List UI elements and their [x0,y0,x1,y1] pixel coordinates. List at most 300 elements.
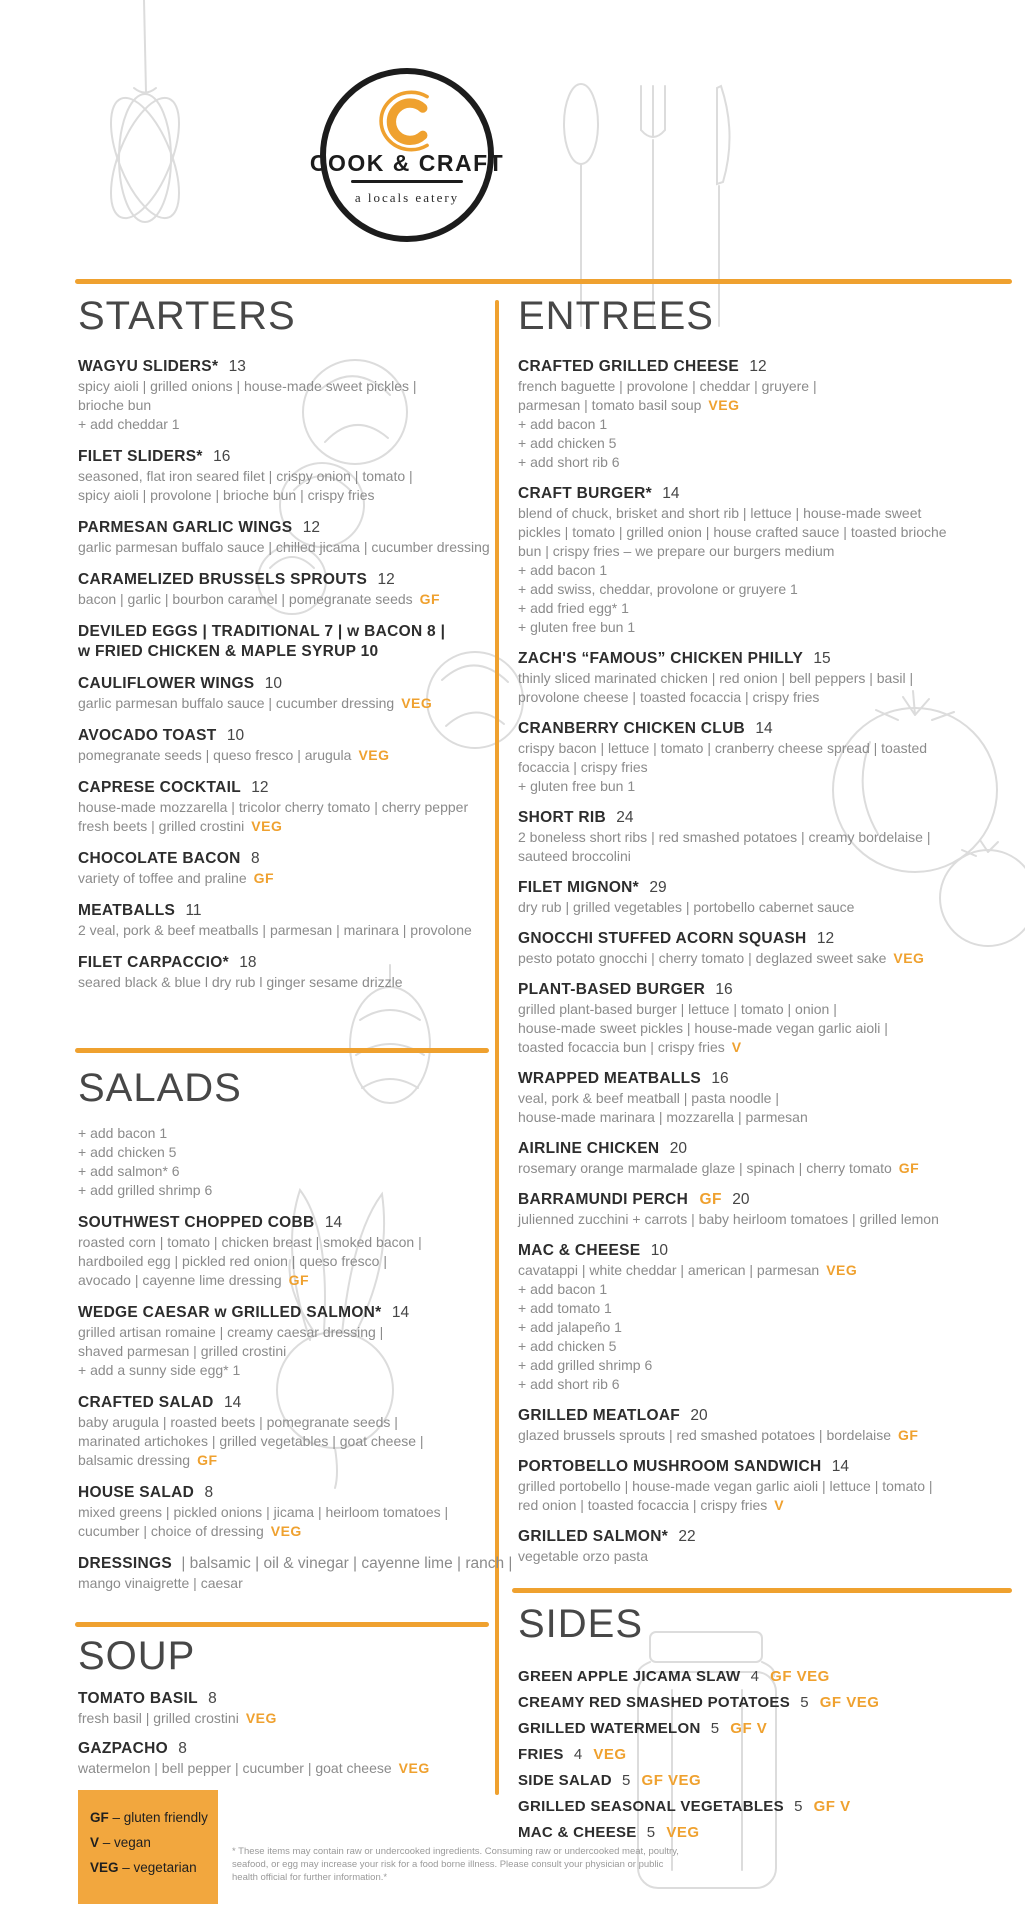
whisk-sketch-icon [100,0,190,235]
top-divider [75,279,1012,284]
item-diet-tag: VEG [666,1824,700,1841]
item-desc-line: house-made marinara | mozzarella | parmesan [518,1109,808,1125]
menu-item [518,1240,1012,1394]
item-description [518,828,1012,866]
menu-item [518,1138,1012,1178]
item-description [518,1000,1012,1057]
menu-item [518,928,1012,968]
item-name-line [518,1068,1012,1089]
item-diet-tag: GF [699,1191,722,1208]
menu-item [78,356,490,434]
menu-item [518,1716,1012,1742]
item-desc-line: julienned zucchini + carrots | baby heirloom tomatoes | grilled lemon [518,1211,939,1227]
section-addon-line: + add salmon* 6 [78,1163,180,1179]
item-desc-line: fresh basil | grilled crostini VEG [78,1710,277,1726]
item-price: 14 [391,1304,410,1321]
menu-item [518,1456,1012,1515]
item-desc-line: parmesan | tomato basil soup VEG [518,397,740,413]
salads-divider [75,1048,489,1053]
menu-item [518,483,1012,637]
item-name-line [78,1553,513,1574]
item-addon-line: + add bacon 1 [518,562,608,578]
item-desc-line: hardboiled egg | pickled red onion | queso fresco | [78,1253,387,1269]
item-name-line [78,1212,490,1233]
item-price: 8 [250,850,260,867]
section-soup [78,1632,490,1788]
item-price: 8 [178,1740,187,1757]
item-diet-tag: GF V [813,1798,851,1815]
item-description [518,504,1012,561]
item-diet-tag: GF [898,1427,919,1443]
item-desc-line: thinly sliced marinated chicken | red onion | bell peppers | basil | [518,670,914,686]
item-addons [78,1361,490,1380]
item-price: 5 [710,1720,720,1737]
legend-entry [90,1855,206,1880]
item-diet-tag: GF VEG [770,1668,830,1685]
item-name-line [518,1768,1012,1794]
item-name-line [78,621,490,642]
item-price: 20 [669,1140,687,1157]
menu-item [518,1068,1012,1127]
item-diet-tag: V [774,1497,785,1513]
item-price: 5 [646,1824,656,1841]
item-diet-tag: GF [253,870,275,886]
legend-items [90,1805,206,1880]
item-diet-tag: V [731,1039,742,1055]
menu-item [518,718,1012,796]
item-addon-line: + add jalapeño 1 [518,1319,622,1335]
item-desc-line: garlic parmesan buffalo sauce | cucumber dressing VEG [78,695,433,711]
menu-item [78,1302,490,1380]
item-price: 14 [831,1458,850,1475]
item-diet-tag: VEG [708,397,740,413]
entrees-title: ENTREES [518,294,714,338]
entrees-items [518,356,1012,1566]
item-desc-line: 2 veal, pork & beef meatballs | parmesan | marinara | provolone [78,922,472,938]
item-price: 14 [223,1394,242,1411]
item-price: 16 [213,448,231,465]
section-starters [78,292,490,1004]
menu-item [78,1688,490,1728]
item-name-line [518,1664,1012,1690]
item-desc-line: pomegranate seeds | queso fresco | arugula VEG [78,747,390,763]
item-price: 12 [377,571,395,588]
item-price: 10 [264,675,283,692]
item-name: CAPRESE COCKTAIL [78,779,241,796]
item-name-line [78,1302,490,1323]
item-name-line [78,725,490,746]
item-addon-line: + add bacon 1 [518,416,608,432]
item-name: GNOCCHI STUFFED ACORN SQUASH [518,930,807,947]
item-diet-tag: VEG [593,1746,627,1763]
item-name: CRAFTED SALAD [78,1394,214,1411]
menu-item [518,1742,1012,1768]
item-addon-line: + add bacon 1 [518,1281,608,1297]
item-name-line [518,1405,1012,1426]
item-desc-line: house-made mozzarella | tricolor cherry tomato | cherry pepper [78,799,469,815]
item-price: 12 [816,930,835,947]
item-price: 4 [573,1746,583,1763]
salads-title: SALADS [78,1066,242,1110]
item-desc-line: pesto potato gnocchi | cherry tomato | deglazed sweet sake VEG [518,950,925,966]
item-description [78,798,490,836]
item-desc-line: grilled plant-based burger | lettuce | tomato | onion | [518,1001,837,1017]
item-diet-tag: VEG [826,1262,858,1278]
item-description [78,467,490,505]
logo-underline [351,180,463,183]
item-desc-line: glazed brussels sprouts | red smashed potatoes | bordelaise GF [518,1427,919,1443]
legend-abbr: GF [90,1810,109,1825]
menu-item [518,1189,1012,1229]
item-description [518,739,1012,777]
item-name: GAZPACHO [78,1740,168,1757]
item-name: GRILLED SEASONAL VEGETABLES [518,1798,784,1815]
menu-item [78,952,490,992]
item-name-line [78,1738,490,1759]
item-name: TOMATO BASIL [78,1690,198,1707]
item-name-line [518,483,1012,504]
item-price: 24 [616,809,634,826]
item-price: 12 [251,779,269,796]
item-name: WRAPPED MEATBALLS [518,1070,702,1087]
item-description [78,538,490,557]
item-diet-tag: GF [288,1272,310,1288]
logo [309,68,505,242]
item-price: 14 [755,720,773,737]
item-desc-line: seasoned, flat iron seared filet | crispy onion | tomato | [78,468,413,484]
item-name-line [518,1456,1012,1477]
item-desc-line: watermelon | bell pepper | cucumber | goat cheese VEG [78,1760,430,1776]
item-addons [518,415,1012,472]
item-addon-line: + add chicken 5 [518,1338,617,1354]
item-price: 5 [794,1798,803,1815]
item-name-line [518,1742,1012,1768]
item-addon-line: + add short rib 6 [518,454,620,470]
item-price: 4 [750,1668,759,1685]
item-description [78,1709,490,1728]
item-name: CRAFTED GRILLED CHEESE [518,358,740,375]
item-name: SHORT RIB [518,809,606,826]
item-desc-line: bun | crispy fries – we prepare our burgers medium [518,543,835,559]
item-desc-line: rosemary orange marmalade glaze | spinach | cherry tomato GF [518,1160,920,1176]
menu-item [78,1212,490,1290]
legend-abbr: VEG [90,1860,119,1875]
item-name-line [518,1690,1012,1716]
menu-item [78,848,490,888]
item-name: CHOCOLATE BACON [78,850,241,867]
item-desc-line: pickles | tomato | grilled onion | house crafted sauce | toasted brioche [518,524,947,540]
item-name: CAULIFLOWER WINGS [78,675,255,692]
logo-c-icon [371,88,443,154]
salads-addons [78,1124,490,1200]
item-desc-line: vegetable orzo pasta [518,1548,648,1564]
item-description [518,1477,1012,1515]
item-addon-line: + add fried egg* 1 [518,600,629,616]
item-desc-line: marinated artichokes | grilled vegetables | goat cheese | [78,1433,424,1449]
item-name-line [78,673,490,694]
soup-items [78,1688,490,1778]
item-name: AIRLINE CHICKEN [518,1140,660,1157]
item-desc-line: sauteed broccolini [518,848,631,864]
item-desc-line: spicy aioli | grilled onions | house-made sweet pickles | [78,378,417,394]
item-description [518,669,1012,707]
item-addon-line: + add cheddar 1 [78,416,180,432]
item-name: CREAMY RED SMASHED POTATOES [518,1694,791,1711]
item-desc-line: balsamic dressing GF [78,1452,218,1468]
item-name-line [518,1240,1012,1261]
item-name-line [518,807,1012,828]
legend-box [78,1790,218,1904]
item-name: GRILLED MEATLOAF [518,1407,681,1424]
item-price: 20 [690,1407,708,1424]
item-name: WAGYU SLIDERS* [78,358,219,375]
section-addon-line: + add bacon 1 [78,1125,168,1141]
item-desc-line: blend of chuck, brisket and short rib | lettuce | house-made sweet [518,505,922,521]
item-desc-line: baby arugula | roasted beets | pomegranate seeds | [78,1414,398,1430]
item-description [78,1759,490,1778]
item-description [78,694,490,713]
menu-item [518,1690,1012,1716]
item-desc-line: roasted corn | tomato | chicken breast | smoked bacon | [78,1234,422,1250]
soup-title: SOUP [78,1634,196,1678]
menu-item [518,877,1012,917]
item-diet-tag: VEG [401,695,433,711]
item-desc-line: grilled portobello | house-made vegan garlic aioli | lettuce | tomato | [518,1478,933,1494]
item-price: 15 [813,650,831,667]
item-name: DRESSINGS [78,1555,172,1572]
item-price: 10 [226,727,245,744]
item-name-line [518,1138,1012,1159]
item-name: WEDGE CAESAR w GRILLED SALMON* [78,1304,382,1321]
item-diet-tag: VEG [398,1760,430,1776]
legend-entry [90,1805,206,1830]
item-desc-line: house-made sweet pickles | house-made vegan garlic aioli | [518,1020,888,1036]
item-addons [518,561,1012,637]
item-name-line [518,648,1012,669]
item-diet-tag: GF [898,1160,920,1176]
item-desc-line: variety of toffee and praline GF [78,870,275,886]
salads-items [78,1212,513,1593]
section-sides [518,1600,1012,1846]
item-price: 22 [678,1528,696,1545]
item-addons [518,1280,1012,1394]
item-addons [518,777,1012,796]
item-name: MEATBALLS [78,902,176,919]
menu-item [78,621,490,661]
item-price: 29 [649,879,667,896]
legend-label: – vegetarian [122,1860,197,1875]
item-desc-line: fresh beets | grilled crostini VEG [78,818,283,834]
item-name: GRILLED SALMON* [518,1528,669,1545]
item-diet-tag: VEG [358,747,390,763]
section-addon-line: + add grilled shrimp 6 [78,1182,213,1198]
item-desc-line: cavatappi | white cheddar | american | parmesan VEG [518,1262,858,1278]
menu-item [518,807,1012,866]
item-desc-line: cucumber | choice of dressing VEG [78,1523,302,1539]
item-price: 8 [208,1690,217,1707]
menu-item [78,1392,490,1470]
item-name-line [78,446,490,467]
item-name: MAC & CHEESE [518,1824,637,1841]
item-desc-line: veal, pork & beef meatball | pasta noodle | [518,1090,779,1106]
item-price: 5 [622,1772,631,1789]
sides-title: SIDES [518,1602,644,1646]
menu-item [518,1526,1012,1566]
sides-divider [512,1588,1012,1593]
item-description [518,898,1012,917]
item-name-line [518,356,1012,377]
item-desc-line: shaved parmesan | grilled crostini [78,1343,287,1359]
item-inline-desc: | balsamic | oil & vinegar | cayenne lime | ranch | [181,1555,513,1572]
item-price: 18 [239,954,257,971]
item-diet-tag: GF V [730,1720,768,1737]
item-desc-line: focaccia | crispy fries [518,759,648,775]
menu-item [518,648,1012,707]
item-price: 5 [800,1694,809,1711]
item-name: SOUTHWEST CHOPPED COBB [78,1214,315,1231]
item-name: SIDE SALAD [518,1772,612,1789]
item-name-line [518,1820,1012,1846]
item-description [78,921,490,940]
item-description [78,590,490,609]
item-price: 12 [749,358,767,375]
item-name-second-line: w FRIED CHICKEN & MAPLE SYRUP 10 [78,643,379,660]
item-diet-tag: VEG [251,818,283,834]
item-diet-tag: GF [419,591,441,607]
item-name-line [78,356,490,377]
item-addon-line: + gluten free bun 1 [518,619,636,635]
item-diet-tag: VEG [893,950,925,966]
item-name-line [518,979,1012,1000]
menu-item [518,1405,1012,1445]
item-name: HOUSE SALAD [78,1484,195,1501]
item-name: FRIES [518,1746,564,1763]
sides-items [518,1664,1012,1846]
item-desc-line: crispy bacon | lettuce | tomato | cranberry cheese spread | toasted [518,740,928,756]
item-diet-tag: VEG [270,1523,302,1539]
item-price: 16 [715,981,733,998]
item-name-line [78,517,490,538]
item-name-line [78,777,490,798]
item-name: GRILLED WATERMELON [518,1720,701,1737]
item-desc-line: bacon | garlic | bourbon caramel | pomegranate seeds GF [78,591,441,607]
item-diet-tag: GF VEG [819,1694,880,1711]
item-name-line [78,952,490,973]
item-desc-line: spicy aioli | provolone | brioche bun | crispy fries [78,487,375,503]
item-diet-tag: GF VEG [641,1772,702,1789]
item-name: PORTOBELLO MUSHROOM SANDWICH [518,1458,822,1475]
item-description [518,1426,1012,1445]
item-desc-line: garlic parmesan buffalo sauce | chilled jicama | cucumber dressing [78,539,490,555]
item-name-line [78,1688,490,1709]
item-name: FILET CARPACCIO* [78,954,229,971]
item-description [518,1261,1012,1280]
item-description [78,746,490,765]
item-desc-line: brioche bun [78,397,152,413]
item-addon-line: + add tomato 1 [518,1300,612,1316]
item-desc-line: 2 boneless short ribs | red smashed potatoes | creamy bordelaise | [518,829,931,845]
menu-item [78,1738,490,1778]
item-description [518,1159,1012,1178]
item-name: BARRAMUNDI PERCH [518,1191,689,1208]
item-description [78,1323,490,1361]
item-name-line [518,1716,1012,1742]
item-price: 16 [711,1070,729,1087]
menu-item [518,356,1012,472]
item-description [78,377,490,415]
item-name-line [78,900,490,921]
item-name-line [78,1392,490,1413]
menu-item [78,900,490,940]
item-name: PARMESAN GARLIC WINGS [78,519,293,536]
item-name: ZACH'S “FAMOUS” CHICKEN PHILLY [518,650,804,667]
menu-item [78,1482,490,1541]
item-desc-line: grilled artisan romaine | creamy caesar dressing | [78,1324,384,1340]
item-diet-tag: GF [197,1452,218,1468]
item-description [518,949,1012,968]
item-name: GREEN APPLE JICAMA SLAW [518,1668,741,1685]
menu-item [518,1820,1012,1846]
menu-item [518,979,1012,1057]
legend-entry [90,1830,206,1855]
item-name: MAC & CHEESE [518,1242,641,1259]
menu-item [518,1664,1012,1690]
item-desc-line: avocado | cayenne lime dressing GF [78,1272,310,1288]
menu-item [518,1768,1012,1794]
item-description [518,377,1012,415]
item-description [518,1089,1012,1127]
item-desc-line: french baguette | provolone | cheddar | gruyere | [518,378,817,394]
section-entrees [518,292,1012,1577]
item-addon-line: + add a sunny side egg* 1 [78,1362,241,1378]
menu-item [78,569,490,609]
item-name: AVOCADO TOAST [78,727,217,744]
item-name-line [78,569,490,590]
item-addon-line: + add grilled shrimp 6 [518,1357,653,1373]
legend-label: – gluten friendly [112,1810,208,1825]
item-description [518,1547,1012,1566]
starters-items [78,356,490,992]
starters-title: STARTERS [78,294,296,338]
section-addon-line: + add chicken 5 [78,1144,177,1160]
item-description [78,869,490,888]
item-desc-line: provolone cheese | toasted focaccia | crispy fries [518,689,820,705]
item-addon-line: + gluten free bun 1 [518,778,636,794]
item-addon-line: + add short rib 6 [518,1376,620,1392]
item-desc-line: mixed greens | pickled onions | jicama | heirloom tomatoes | [78,1504,449,1520]
item-price: 14 [662,485,680,502]
item-name: FILET MIGNON* [518,879,640,896]
item-description [78,973,490,992]
item-name: CRANBERRY CHICKEN CLUB [518,720,746,737]
soup-divider [75,1622,489,1627]
item-price: 11 [185,902,202,919]
item-description [518,1210,1012,1229]
section-salads [78,1064,513,1605]
item-addon-line: + add chicken 5 [518,435,617,451]
logo-tagline: a locals eatery [354,190,460,205]
item-price: 8 [204,1484,214,1501]
item-name-line [78,848,490,869]
item-price: 20 [732,1191,750,1208]
item-name-line [518,1794,1012,1820]
disclaimer-text: * These items may contain raw or undercooked ingredients. Consuming raw or undercooked meat, poultry, seafood, or egg may increase your risk for a food borne illness. Please consult your physician or public health official for further information.* [232,1846,679,1883]
item-name-line [518,718,1012,739]
item-name-line [518,877,1012,898]
item-name: FILET SLIDERS* [78,448,203,465]
item-addons [78,415,490,434]
item-desc-line: dry rub | grilled vegetables | portobello cabernet sauce [518,899,855,915]
